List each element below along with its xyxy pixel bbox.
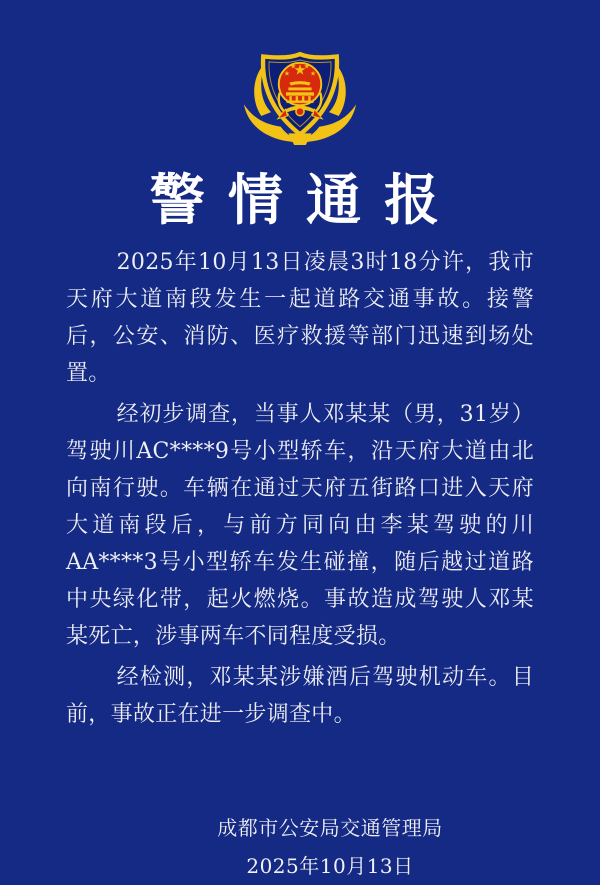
- emblem-container: [0, 0, 600, 149]
- paragraph-1: 2025年10月13日凌晨3时18分许，我市天府大道南段发生一起道路交通事故。接警后，公安、消防、医疗救援等部门迅速到场处置。: [66, 250, 534, 386]
- police-badge-icon: [242, 52, 358, 149]
- issuer-name: 成都市公安局交通管理局: [217, 816, 443, 840]
- notice-title: 警情通报: [149, 167, 463, 232]
- paragraph-2: 经初步调查，当事人邓某某（男，31岁）驾驶川AC****9号小型轿车，沿天府大道由北向南行驶。车辆在通过天府五街路口进入天府大道南段后，与前方同向由李某驾驶的川AA****3号小型轿车发生碰撞，随后越过道路中央绿化带，起火燃烧。事故造成驾驶人邓某某死亡，涉事两车不同程度受损。: [66, 402, 534, 649]
- paragraph-3: 经检测，邓某某涉嫌酒后驾驶机动车。目前，事故正在进一步调查中。: [66, 665, 534, 727]
- issue-date: 2025年10月13日: [246, 854, 414, 878]
- notice-footer: [60, 809, 600, 885]
- notice-body: [66, 244, 534, 733]
